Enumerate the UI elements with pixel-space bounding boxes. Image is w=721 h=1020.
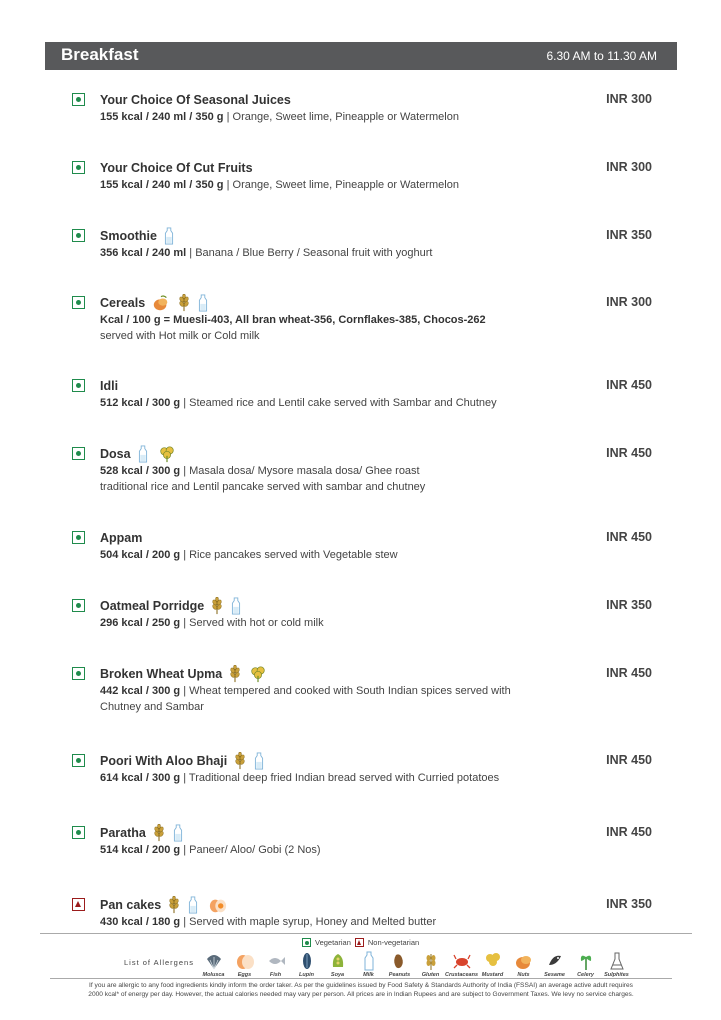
separator: | bbox=[183, 772, 187, 784]
item-name: Pan cakes bbox=[100, 898, 162, 912]
allergen-peanuts bbox=[386, 950, 413, 978]
disclaimer-line-2: 2000 kcal* of energy per day. However, the actual calories needed may vary per person. All prices are in Indian Rupees and are subject to Government Taxes. We levy no service charges. bbox=[88, 991, 634, 998]
fish-icon bbox=[266, 951, 286, 971]
item-description: Orange, Sweet lime, Pineapple or Watermelon bbox=[232, 179, 459, 191]
item-spec-line bbox=[100, 842, 570, 858]
allergen-list bbox=[200, 950, 630, 978]
item-spec-line bbox=[100, 109, 570, 125]
item-details bbox=[100, 312, 570, 344]
item-price: INR 350 bbox=[606, 897, 652, 911]
item-details bbox=[100, 463, 570, 495]
separator: | bbox=[189, 247, 193, 259]
nonveg-label: Non-vegetarian bbox=[367, 938, 420, 947]
sesame-icon bbox=[545, 951, 565, 971]
item-spec: 442 kcal / 300 g bbox=[100, 685, 181, 697]
separator: | bbox=[183, 685, 187, 697]
item-spec: 512 kcal / 300 g bbox=[100, 397, 181, 409]
separator: | bbox=[183, 549, 187, 561]
milk-icon bbox=[163, 227, 177, 245]
allergen-gluten bbox=[417, 950, 444, 978]
nonveg-symbol bbox=[355, 938, 364, 947]
item-name: Your Choice Of Seasonal Juices bbox=[100, 93, 291, 107]
allergen-label: Sesame bbox=[544, 972, 565, 978]
item-description-extra: served with Hot milk or Cold milk bbox=[100, 330, 260, 342]
item-name: Cereals bbox=[100, 296, 146, 310]
item-price: INR 300 bbox=[606, 92, 652, 106]
item-spec: 155 kcal / 240 ml / 350 g bbox=[100, 179, 224, 191]
item-description: Paneer/ Aloo/ Gobi (2 Nos) bbox=[189, 844, 321, 856]
item-description-extra: traditional rice and Lentil pancake served with sambar and chutney bbox=[100, 481, 426, 493]
item-name: Poori With Aloo Bhaji bbox=[100, 754, 228, 768]
item-price: INR 450 bbox=[606, 446, 652, 460]
section-header bbox=[45, 42, 677, 70]
item-name-line bbox=[100, 665, 268, 683]
item-description: Served with hot or cold milk bbox=[189, 617, 324, 629]
item-spec-line bbox=[100, 547, 570, 563]
item-description-extra: Chutney and Sambar bbox=[100, 701, 204, 713]
milk-icon bbox=[172, 824, 186, 842]
item-spec: 514 kcal / 200 g bbox=[100, 844, 181, 856]
item-spec-line bbox=[100, 463, 570, 479]
veg-indicator bbox=[72, 379, 85, 392]
item-spec-line bbox=[100, 245, 570, 261]
item-spec: 296 kcal / 250 g bbox=[100, 617, 181, 629]
allergen-mustard bbox=[479, 950, 506, 978]
eggs-icon bbox=[235, 951, 255, 971]
allergen-sulphites bbox=[603, 950, 630, 978]
veg-indicator bbox=[72, 826, 85, 839]
allergen-nuts bbox=[510, 950, 537, 978]
item-name: Smoothie bbox=[100, 229, 157, 243]
item-name-line bbox=[100, 294, 211, 312]
item-spec: 430 kcal / 180 g bbox=[100, 916, 181, 928]
item-description: Steamed rice and Lentil cake served with Sambar and Chutney bbox=[189, 397, 497, 409]
allergen-label: Sulphites bbox=[604, 972, 629, 978]
allergen-label: Crustaceans bbox=[444, 972, 479, 978]
separator: | bbox=[183, 465, 187, 477]
allergen-label: Molusca bbox=[202, 972, 225, 978]
item-name-line bbox=[100, 896, 227, 914]
nuts-icon bbox=[514, 951, 534, 971]
item-spec: 504 kcal / 200 g bbox=[100, 549, 181, 561]
item-description: Orange, Sweet lime, Pineapple or Watermelon bbox=[232, 111, 459, 123]
gluten-icon bbox=[167, 896, 181, 914]
veg-indicator bbox=[72, 161, 85, 174]
veg-indicator bbox=[72, 93, 85, 106]
item-price: INR 350 bbox=[606, 228, 652, 242]
celery-icon bbox=[576, 951, 596, 971]
item-description: Rice pancakes served with Vegetable stew bbox=[189, 549, 398, 561]
item-name-line bbox=[100, 752, 267, 770]
allergen-sesame bbox=[541, 950, 568, 978]
item-spec: 356 kcal / 240 ml bbox=[100, 247, 187, 259]
item-price: INR 450 bbox=[606, 530, 652, 544]
milk-icon bbox=[253, 752, 267, 770]
veg-indicator bbox=[72, 229, 85, 242]
item-price: INR 450 bbox=[606, 378, 652, 392]
item-name: Idli bbox=[100, 379, 119, 393]
milk-icon bbox=[230, 597, 244, 615]
milk-icon bbox=[197, 294, 211, 312]
separator: | bbox=[183, 916, 187, 928]
item-price: INR 450 bbox=[606, 825, 652, 839]
item-price: INR 300 bbox=[606, 295, 652, 309]
disclaimer bbox=[50, 981, 672, 999]
allergen-milk bbox=[355, 950, 382, 978]
item-details bbox=[100, 914, 570, 930]
soya-icon bbox=[328, 951, 348, 971]
allergen-label: Mustard bbox=[481, 972, 504, 978]
veg-indicator bbox=[72, 754, 85, 767]
separator: | bbox=[183, 617, 187, 629]
molusca-icon bbox=[204, 951, 224, 971]
peanuts-icon bbox=[390, 951, 410, 971]
allergen-label: Milk bbox=[363, 972, 374, 978]
item-name-line bbox=[100, 445, 177, 463]
item-description: Wheat tempered and cooked with South Indian spices served with bbox=[189, 685, 511, 697]
veg-indicator bbox=[72, 296, 85, 309]
mustard-icon bbox=[248, 665, 268, 683]
item-details bbox=[100, 109, 570, 125]
item-price: INR 450 bbox=[606, 666, 652, 680]
item-details bbox=[100, 770, 570, 786]
item-spec-line bbox=[100, 312, 570, 328]
item-name: Appam bbox=[100, 531, 143, 545]
item-spec: 528 kcal / 300 g bbox=[100, 465, 181, 477]
item-name: Oatmeal Porridge bbox=[100, 599, 205, 613]
allergen-molusca bbox=[200, 950, 227, 978]
veg-indicator bbox=[72, 447, 85, 460]
item-spec-line bbox=[100, 914, 570, 930]
veg-indicator bbox=[72, 667, 85, 680]
allergen-label: Fish bbox=[269, 972, 282, 978]
item-price: INR 350 bbox=[606, 598, 652, 612]
section-title: Breakfast bbox=[61, 45, 139, 64]
item-name: Paratha bbox=[100, 826, 146, 840]
lupin-icon bbox=[297, 951, 317, 971]
item-spec-line bbox=[100, 177, 570, 193]
mustard-icon bbox=[157, 445, 177, 463]
gluten-icon bbox=[233, 752, 247, 770]
separator: | bbox=[183, 397, 187, 409]
item-details bbox=[100, 683, 570, 715]
veg-indicator bbox=[72, 599, 85, 612]
item-name-line bbox=[100, 824, 186, 842]
item-details bbox=[100, 395, 570, 411]
veg-label: Vegetarian bbox=[315, 938, 351, 947]
allergen-label: Eggs bbox=[237, 972, 252, 978]
footer-divider bbox=[50, 978, 672, 979]
item-name-line bbox=[100, 91, 291, 109]
item-name-line bbox=[100, 227, 177, 245]
item-description: Banana / Blue Berry / Seasonal fruit with yoghurt bbox=[195, 247, 433, 259]
item-name-line bbox=[100, 529, 142, 547]
gluten-icon bbox=[210, 597, 224, 615]
item-description: Masala dosa/ Mysore masala dosa/ Ghee roast bbox=[189, 465, 420, 477]
item-details bbox=[100, 547, 570, 563]
milk-icon bbox=[359, 951, 379, 971]
milk-icon bbox=[137, 445, 151, 463]
item-details bbox=[100, 615, 570, 631]
item-spec: Kcal / 100 g = Muesli-403, All bran wheat-356, Cornflakes-385, Chocos-262 bbox=[100, 314, 486, 326]
item-spec: 155 kcal / 240 ml / 350 g bbox=[100, 111, 224, 123]
allergen-lupin bbox=[293, 950, 320, 978]
item-description: Served with maple syrup, Honey and Melted butter bbox=[189, 916, 437, 928]
allergen-celery bbox=[572, 950, 599, 978]
gluten-icon bbox=[421, 951, 441, 971]
item-spec-line bbox=[100, 770, 570, 786]
mustard-icon bbox=[483, 951, 503, 971]
allergen-eggs bbox=[231, 950, 258, 978]
item-spec-line bbox=[100, 395, 570, 411]
allergen-crustaceans bbox=[444, 950, 479, 978]
item-name-line bbox=[100, 597, 244, 615]
separator: | bbox=[183, 844, 187, 856]
item-price: INR 450 bbox=[606, 753, 652, 767]
milk-icon bbox=[187, 896, 201, 914]
gluten-icon bbox=[152, 824, 166, 842]
gluten-icon bbox=[177, 294, 191, 312]
allergen-label: Celery bbox=[577, 972, 594, 978]
item-description: Traditional deep fried Indian bread served with Curried potatoes bbox=[188, 772, 500, 784]
eggs-icon bbox=[207, 896, 227, 914]
allergen-label: Lupin bbox=[299, 972, 314, 978]
diet-legend bbox=[302, 938, 419, 947]
gluten-icon bbox=[228, 665, 242, 683]
allergen-fish bbox=[262, 950, 289, 978]
item-price: INR 300 bbox=[606, 160, 652, 174]
crustaceans-icon bbox=[452, 951, 472, 971]
nuts-icon bbox=[151, 294, 171, 312]
veg-symbol bbox=[302, 938, 311, 947]
allergen-label: Peanuts bbox=[388, 972, 411, 978]
item-name-line bbox=[100, 159, 253, 177]
item-spec-line bbox=[100, 683, 570, 699]
legend-divider bbox=[40, 933, 692, 934]
item-name: Dosa bbox=[100, 447, 131, 461]
item-spec-line bbox=[100, 615, 570, 631]
allergen-label: Nuts bbox=[517, 972, 530, 978]
item-name: Your Choice Of Cut Fruits bbox=[100, 161, 253, 175]
item-name-line bbox=[100, 377, 118, 395]
disclaimer-line-1: If you are allergic to any food ingredients kindly inform the order taker. As per the guidelines issued by Food Safety & Standards Authority of India (FSSAI) an average active adult requires bbox=[89, 982, 633, 989]
sulphites-icon bbox=[607, 951, 627, 971]
item-spec: 614 kcal / 300 g bbox=[100, 772, 181, 784]
allergens-title: List of Allergens bbox=[124, 958, 194, 967]
allergen-label: Soya bbox=[330, 972, 345, 978]
item-name: Broken Wheat Upma bbox=[100, 667, 223, 681]
item-details bbox=[100, 177, 570, 193]
separator: | bbox=[226, 111, 230, 123]
item-details bbox=[100, 842, 570, 858]
allergen-label: Gluten bbox=[421, 972, 440, 978]
nonveg-indicator bbox=[72, 898, 85, 911]
allergen-soya bbox=[324, 950, 351, 978]
veg-indicator bbox=[72, 531, 85, 544]
separator: | bbox=[226, 179, 230, 191]
service-hours: 6.30 AM to 11.30 AM bbox=[546, 49, 657, 63]
item-details bbox=[100, 245, 570, 261]
